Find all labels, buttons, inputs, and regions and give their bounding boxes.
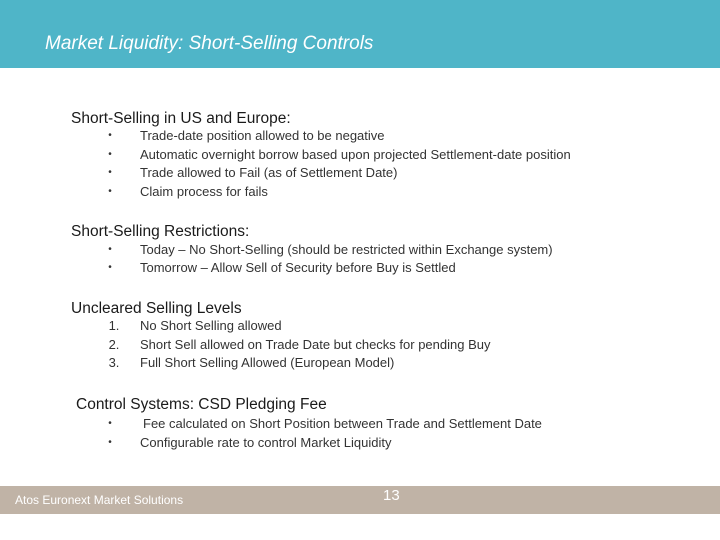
section-heading-us-europe: Short-Selling in US and Europe: xyxy=(71,110,291,127)
page-number: 13 xyxy=(383,487,400,504)
section-heading-restrictions: Short-Selling Restrictions: xyxy=(71,223,250,240)
footer-bar xyxy=(0,486,720,514)
list-number: 3. xyxy=(108,355,120,370)
title-bar xyxy=(0,0,720,68)
list-number: 2. xyxy=(108,337,120,352)
bullet-icon: • xyxy=(108,130,112,141)
bullet-icon: • xyxy=(108,418,112,429)
footer-company-name: Atos Euronext Market Solutions xyxy=(15,493,184,507)
slide-title: Market Liquidity: Short-Selling Controls xyxy=(45,33,374,54)
bullet-icon: • xyxy=(108,186,112,197)
bullet-icon: • xyxy=(108,437,112,448)
bullet-icon: • xyxy=(108,244,112,255)
section-heading-control-systems: Control Systems: CSD Pledging Fee xyxy=(76,396,327,413)
bullet-icon: • xyxy=(108,262,112,273)
bullet-icon: • xyxy=(108,149,112,160)
list-number: 1. xyxy=(108,318,120,333)
section-heading-uncleared-levels: Uncleared Selling Levels xyxy=(71,300,242,317)
bullet-icon: • xyxy=(108,167,112,178)
